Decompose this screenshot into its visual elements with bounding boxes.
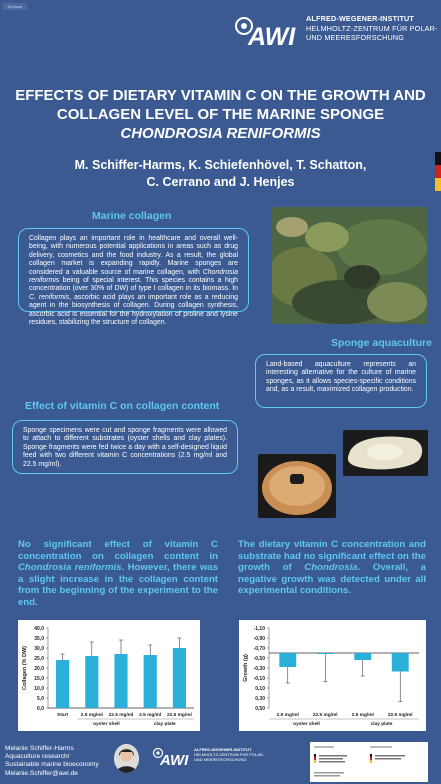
oyster-shell-photo bbox=[343, 430, 428, 476]
group-label: oyster shell bbox=[293, 722, 320, 727]
collagen-chart bbox=[18, 620, 200, 731]
sponge-aquaculture-title: Sponge aquaculture bbox=[331, 337, 432, 349]
awi-logo-mark bbox=[232, 12, 302, 48]
svg-text:AWI: AWI bbox=[248, 23, 296, 48]
title-line3: CHONDROSIA RENIFORMIS bbox=[120, 125, 321, 142]
y-tick-label: 0,30 bbox=[255, 695, 265, 702]
institute-sub2: UND MEERESFORSCHUNG bbox=[306, 33, 405, 42]
clay-plate-photo bbox=[258, 454, 336, 518]
institute-name: ALFRED-WEGENER-INSTITUT bbox=[306, 14, 415, 23]
y-tick-label: 40,0 bbox=[34, 625, 44, 632]
footer-email[interactable]: Melanie.Schiffer@awi.de bbox=[5, 769, 78, 777]
y-tick-label: -1,10 bbox=[253, 625, 265, 632]
sponge-photo-art bbox=[272, 207, 428, 324]
x-tick-label: 22.5 mg/ml bbox=[312, 713, 338, 718]
y-tick-label: 15,0 bbox=[34, 675, 44, 682]
x-tick-label: 2.5 mg/ml bbox=[139, 713, 162, 718]
conclusion-collagen: No significant effect of vitamin C concentration on collagen content in Chondrosia reniformis. However, there was a slight increase in the collagen content from the beginning of the experiment to the end. bbox=[18, 539, 218, 608]
conclusion-growth: The dietary vitamin C concentration and substrate had no significant effect on the growth of Chondrosia. Overall, a negative growth was detected under all experimental conditions. bbox=[238, 539, 427, 597]
y-tick-label: 35,0 bbox=[34, 635, 44, 642]
y-tick-label: 10,0 bbox=[34, 685, 44, 692]
funding-logos bbox=[310, 742, 428, 782]
flag-stripes bbox=[435, 152, 441, 191]
authors-line2: C. Cerrano and J. Henjes bbox=[146, 175, 295, 189]
flag-red bbox=[435, 165, 441, 178]
institute-sub1: HELMHOLTZ-ZENTRUM FÜR POLAR- bbox=[306, 24, 438, 33]
bar bbox=[56, 660, 69, 708]
footer-name: Melanie Schiffer-Harms bbox=[5, 745, 74, 752]
flag-gold bbox=[435, 178, 441, 191]
x-tick-label: 2.5 mg/ml bbox=[351, 713, 374, 718]
footer-institute-sub1: HELMHOLTZ-ZENTRUM FÜR POLAR- bbox=[194, 752, 265, 757]
title-line1: EFFECTS OF DIETARY VITAMIN C ON THE GROWTH AND bbox=[15, 87, 426, 104]
bar bbox=[279, 653, 296, 667]
vitamin-c-title: Effect of vitamin C on collagen content bbox=[25, 400, 220, 412]
bar bbox=[85, 656, 98, 708]
growth-chart-svg bbox=[239, 620, 426, 731]
oyster-shell-art bbox=[343, 430, 428, 476]
footer-contact bbox=[5, 745, 99, 778]
y-axis-label: Growth (g) bbox=[243, 654, 249, 682]
footer-institute bbox=[194, 747, 289, 762]
collagen-chart-svg bbox=[18, 620, 200, 731]
footer-dept: Sustainable marine bioeconomy bbox=[5, 761, 99, 769]
bar bbox=[114, 654, 127, 708]
y-tick-label: 0,10 bbox=[255, 685, 265, 692]
marine-collagen-title: Marine collagen bbox=[92, 210, 172, 222]
footer-role: Aquaculture research/ bbox=[5, 753, 70, 761]
bar bbox=[173, 648, 186, 708]
y-tick-label: 0,0 bbox=[37, 705, 44, 712]
bar bbox=[144, 655, 157, 708]
y-tick-label: 0,50 bbox=[255, 705, 265, 712]
group-label: clay plate bbox=[153, 722, 176, 727]
x-tick-label: 22.5 mg/ml bbox=[387, 713, 413, 718]
y-axis-label: Collagen (% DW) bbox=[22, 646, 28, 690]
x-tick-label: 22.5 mg/ml bbox=[167, 713, 192, 718]
bar bbox=[317, 653, 334, 654]
y-tick-label: 25,0 bbox=[34, 655, 44, 662]
poster-title bbox=[10, 86, 431, 143]
footer-institute-name: ALFRED-WEGENER-INSTITUT bbox=[194, 747, 252, 752]
sponge-aquaculture-box: Land-based aquaculture represents an interesting alternative for the culture of marine sponges, as it allows species-specific conditions and, as a result, maximized collagen production. bbox=[255, 354, 427, 408]
flag-black bbox=[435, 152, 441, 165]
authors-line1: M. Schiffer-Harms, K. Schiefenhövel, T. Schatton, bbox=[74, 158, 367, 172]
footer-awi-logo-mark bbox=[151, 745, 191, 767]
vitamin-c-box: Sponge specimens were cut and sponge fragments were allowed to attach to different substrates (oyster shells and clay plates). Sponge fragments were fed twice a day with a self-designed liquid feed with two different vitamin C concentrations (2.5 mg/ml and 22.5 mg/ml). bbox=[12, 420, 238, 474]
y-tick-label: 30,0 bbox=[34, 645, 44, 652]
x-tick-label: 2.5 mg/ml bbox=[276, 713, 299, 718]
svg-text:AWI: AWI bbox=[160, 752, 189, 767]
y-tick-label: -0,50 bbox=[253, 655, 265, 662]
x-tick-label: Start bbox=[57, 713, 69, 718]
sponsor-mark: Sponsor bbox=[3, 3, 27, 10]
y-tick-label: 5,0 bbox=[37, 695, 44, 702]
y-tick-label: -0,90 bbox=[253, 635, 265, 642]
group-label: clay plate bbox=[370, 722, 393, 727]
y-tick-label: 20,0 bbox=[34, 665, 44, 672]
bar bbox=[354, 653, 371, 660]
sponge-photo bbox=[272, 207, 428, 324]
awi-logo bbox=[232, 12, 302, 48]
footer-awi-logo bbox=[151, 745, 191, 767]
author-avatar bbox=[114, 744, 139, 773]
avatar-icon bbox=[114, 744, 139, 773]
marine-collagen-box: Collagen plays an important role in healthcare and overall well-being, with numerous potential applications in areas such as drug delivery, cosmetics and the food industry. As a result, the global collagen market is expanding rapidly. Marine sponges are considered a valuable source of marine collagen, with Chondrosia reniformis being of special interest. This species contains a high concentration (over 30% of DW) of type I collagen in its biomass. In C. reniformis, ascorbic acid plays an important role as a reducing agent in the biosynthesis of collagen. During collagen synthesis, ascorbic acid is essential for the hydroxylation of proline and lysine residues, stabilizing the structure of collagen. bbox=[18, 228, 249, 312]
bar bbox=[392, 653, 409, 672]
authors bbox=[10, 157, 431, 191]
y-tick-label: -0,30 bbox=[253, 665, 265, 672]
x-tick-label: 2.5 mg/ml bbox=[80, 713, 103, 718]
x-tick-label: 22.5 mg/ml bbox=[108, 713, 134, 718]
y-tick-label: -0,70 bbox=[253, 645, 265, 652]
y-tick-label: -0,10 bbox=[253, 675, 265, 682]
footer-institute-sub2: UND MEERESFORSCHUNG bbox=[194, 757, 247, 762]
growth-chart bbox=[239, 620, 426, 731]
funding-logos-art bbox=[310, 742, 428, 782]
group-label: oyster shell bbox=[93, 722, 120, 727]
title-line2: COLLAGEN LEVEL OF THE MARINE SPONGE bbox=[56, 106, 385, 123]
clay-plate-art bbox=[258, 454, 336, 518]
